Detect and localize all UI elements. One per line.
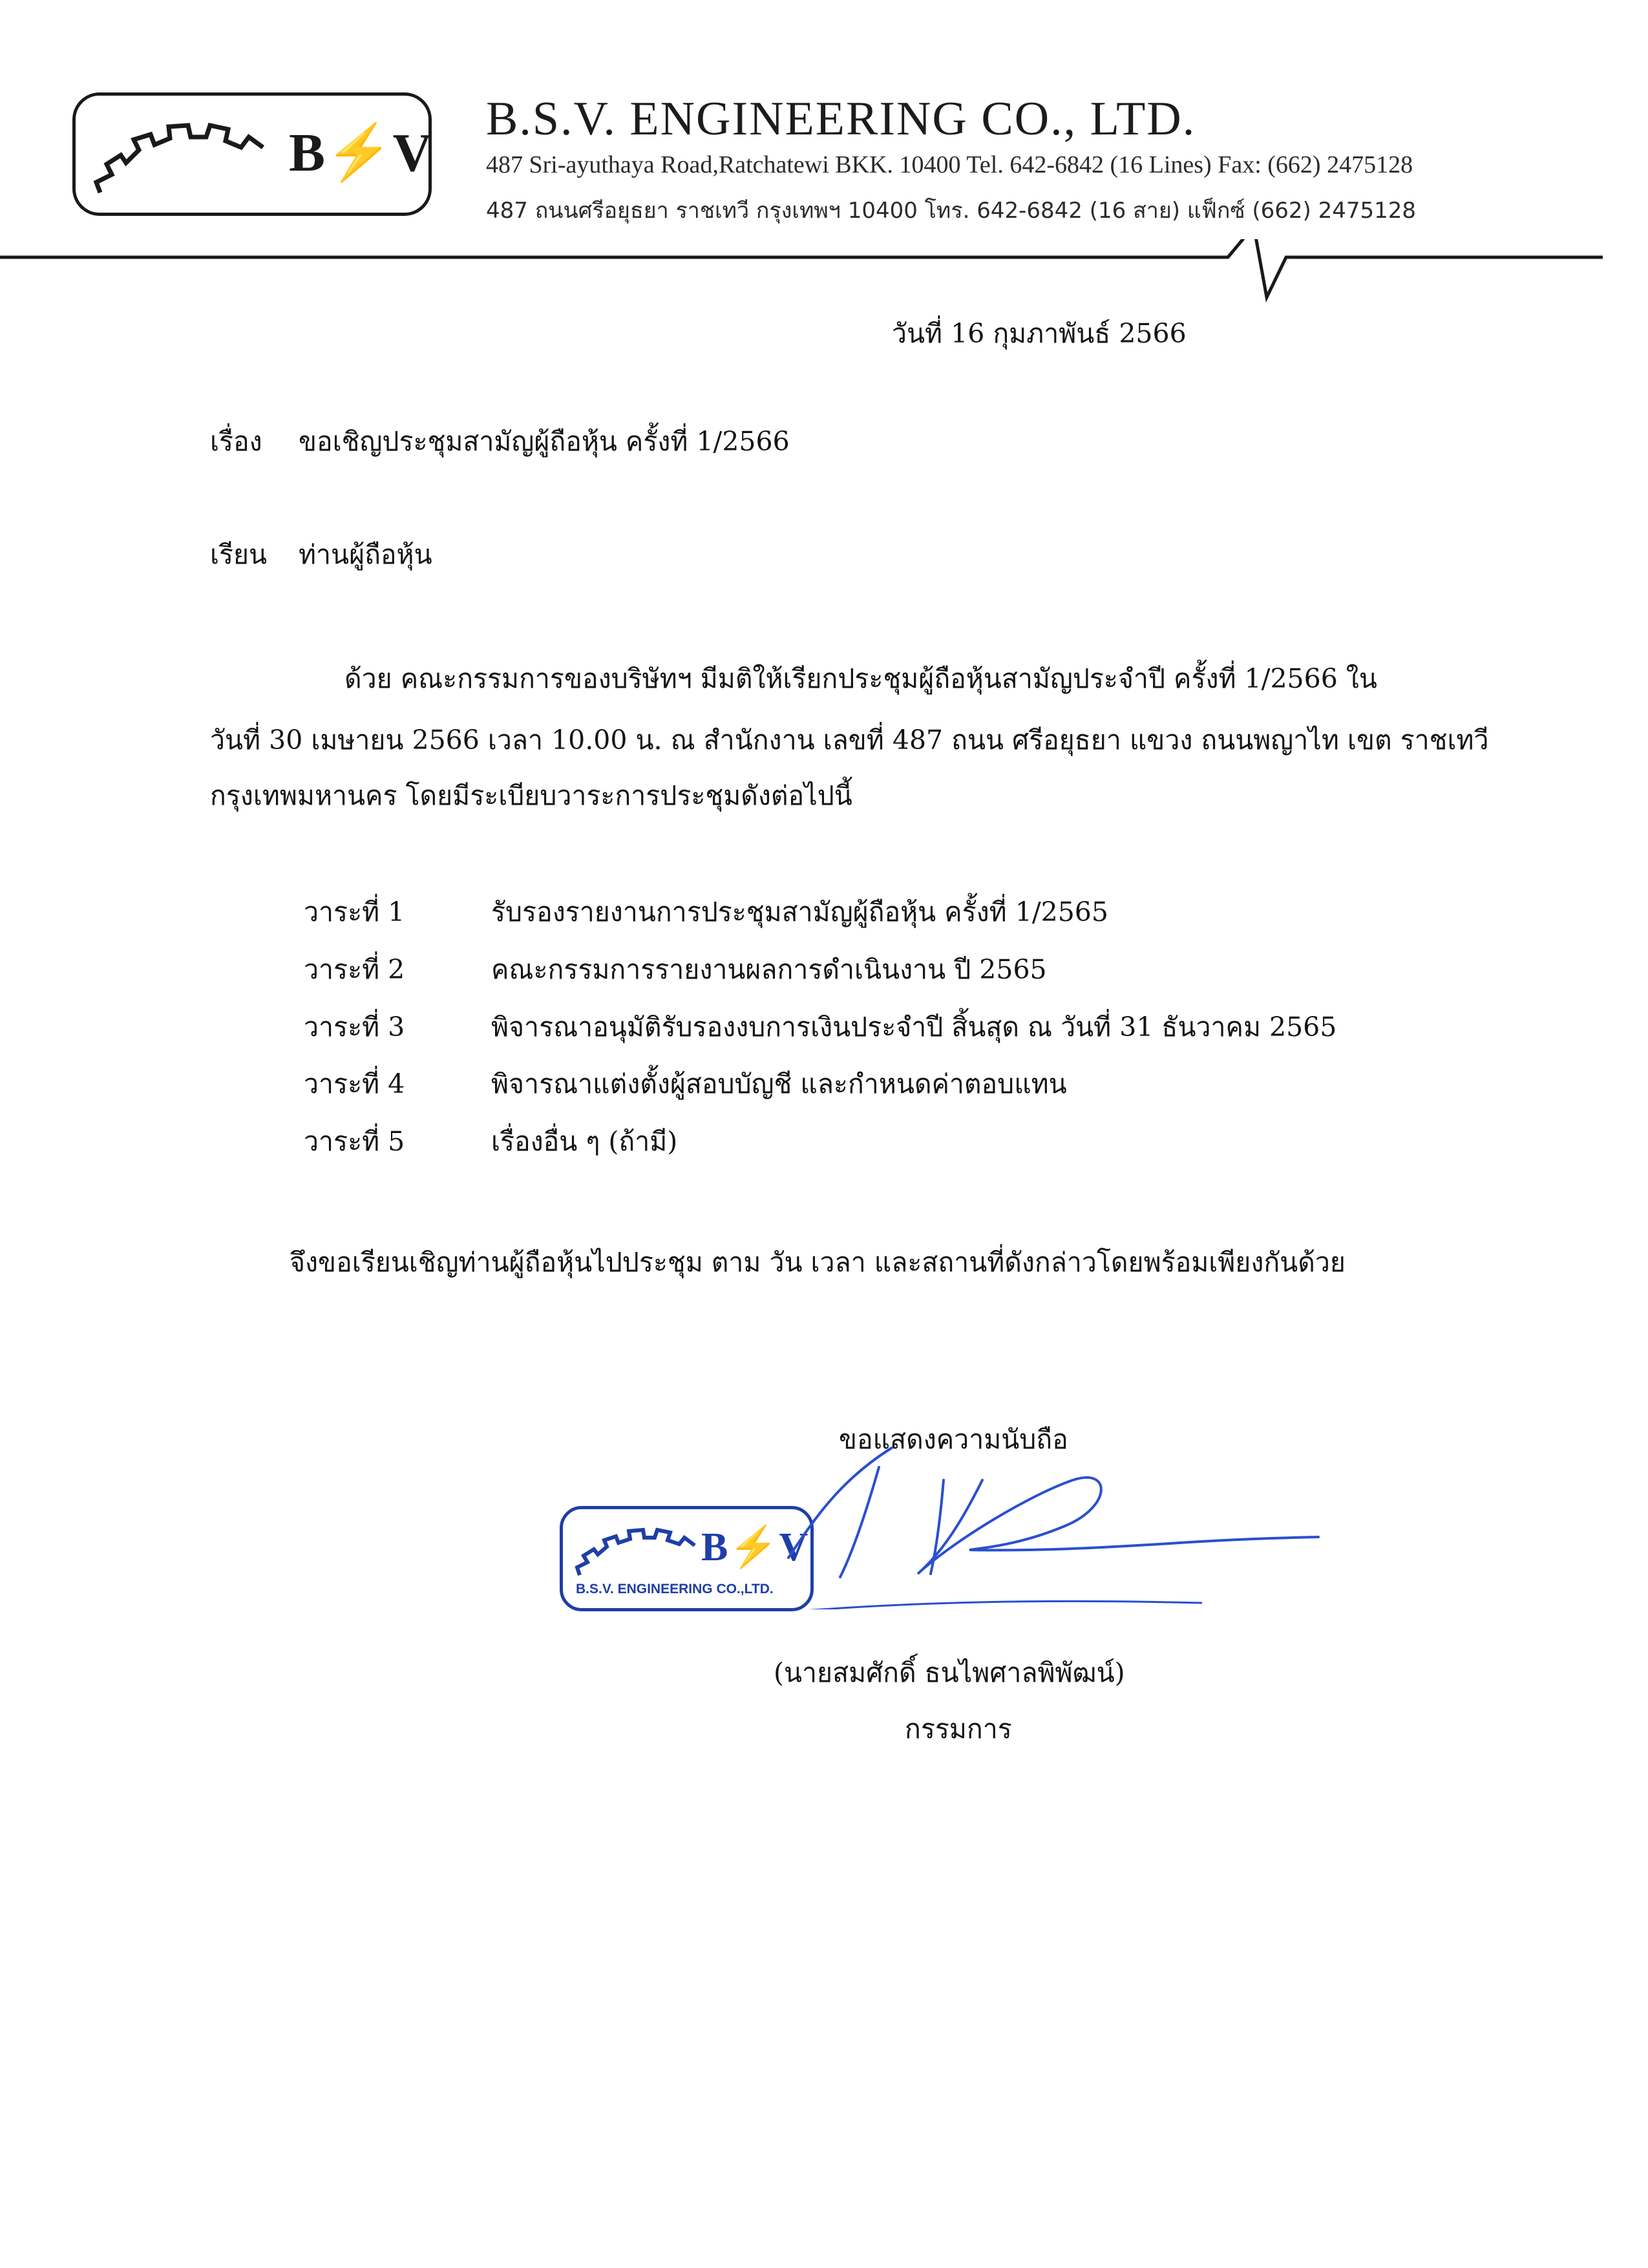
gear-icon [87, 110, 275, 200]
agenda-number: วาระที่ 1 [304, 896, 405, 927]
signature [452, 1441, 1422, 1609]
letter-date: วันที่ 16 กุมภาพันธ์ 2566 [892, 318, 1187, 349]
address-english: 487 Sri-ayuthaya Road,Ratchatewi BKK. 10400 Tel. 642-6842 (16 Lines) Fax: (662) 2475128 [486, 151, 1413, 178]
subject-text: ขอเชิญประชุมสามัญผู้ถือหุ้น ครั้งที่ 1/2566 [299, 426, 790, 457]
address-thai: 487 ถนนศรีอยุธยา ราชเทวี กรุงเทพฯ 10400 โทร. 642-6842 (16 สาย) แฟ็กซ์ (662) 2475128 [486, 198, 1416, 224]
signer-name: (นายสมศักดิ์ ธนไพศาลพิพัฒน์) [774, 1657, 1125, 1688]
invitation-text: จึงขอเรียนเชิญท่านผู้ถือหุ้นไปประชุม ตาม วัน เวลา และสถานที่ดังกล่าวโดยพร้อมเพียงกันด้วย [290, 1247, 1346, 1278]
agenda-number: วาระที่ 3 [304, 1012, 405, 1043]
closing-text: ขอแสดงความนับถือ [839, 1424, 1068, 1455]
agenda-item: พิจารณาแต่งตั้งผู้สอบบัญชี และกำหนดค่าตอบแทน [491, 1068, 1067, 1099]
header-divider [0, 239, 1648, 317]
agenda-number: วาระที่ 5 [304, 1126, 405, 1157]
agenda-number: วาระที่ 4 [304, 1068, 405, 1099]
logo-text: B⚡V [289, 123, 432, 183]
paragraph-line: ด้วย คณะกรรมการของบริษัทฯ มีมติให้เรียกประชุมผู้ถือหุ้นสามัญประจำปี ครั้งที่ 1/2566 ใน [344, 663, 1377, 694]
signer-role: กรรมการ [905, 1713, 1012, 1744]
recipient-label: เรียน [210, 539, 268, 570]
subject-label: เรื่อง [210, 426, 262, 457]
agenda-item: เรื่องอื่น ๆ (ถ้ามี) [491, 1126, 678, 1157]
company-logo [72, 92, 432, 216]
agenda-item: พิจารณาอนุมัติรับรองงบการเงินประจำปี สิ้นสุด ณ วันที่ 31 ธันวาคม 2565 [491, 1012, 1337, 1043]
stamp-company-name: B.S.V. ENGINEERING CO.,LTD. [576, 1582, 774, 1596]
paragraph-line: กรุงเทพมหานคร โดยมีระเบียบวาระการประชุมดังต่อไปนี้ [210, 780, 852, 811]
paragraph-line: วันที่ 30 เมษายน 2566 เวลา 10.00 น. ณ สำนักงาน เลขที่ 487 ถนน ศรีอยุธยา แขวง ถนนพญาไท เขต ราชเทวี [210, 725, 1489, 756]
stamp-brand: B⚡V [701, 1525, 809, 1569]
agenda-number: วาระที่ 2 [304, 954, 405, 985]
company-name: B.S.V. ENGINEERING CO., LTD. [486, 92, 1196, 145]
agenda-item: คณะกรรมการรายงานผลการดำเนินงาน ปี 2565 [491, 954, 1047, 985]
recipient-text: ท่านผู้ถือหุ้น [299, 539, 432, 570]
agenda-item: รับรองรายงานการประชุมสามัญผู้ถือหุ้น ครั้งที่ 1/2565 [491, 896, 1108, 927]
